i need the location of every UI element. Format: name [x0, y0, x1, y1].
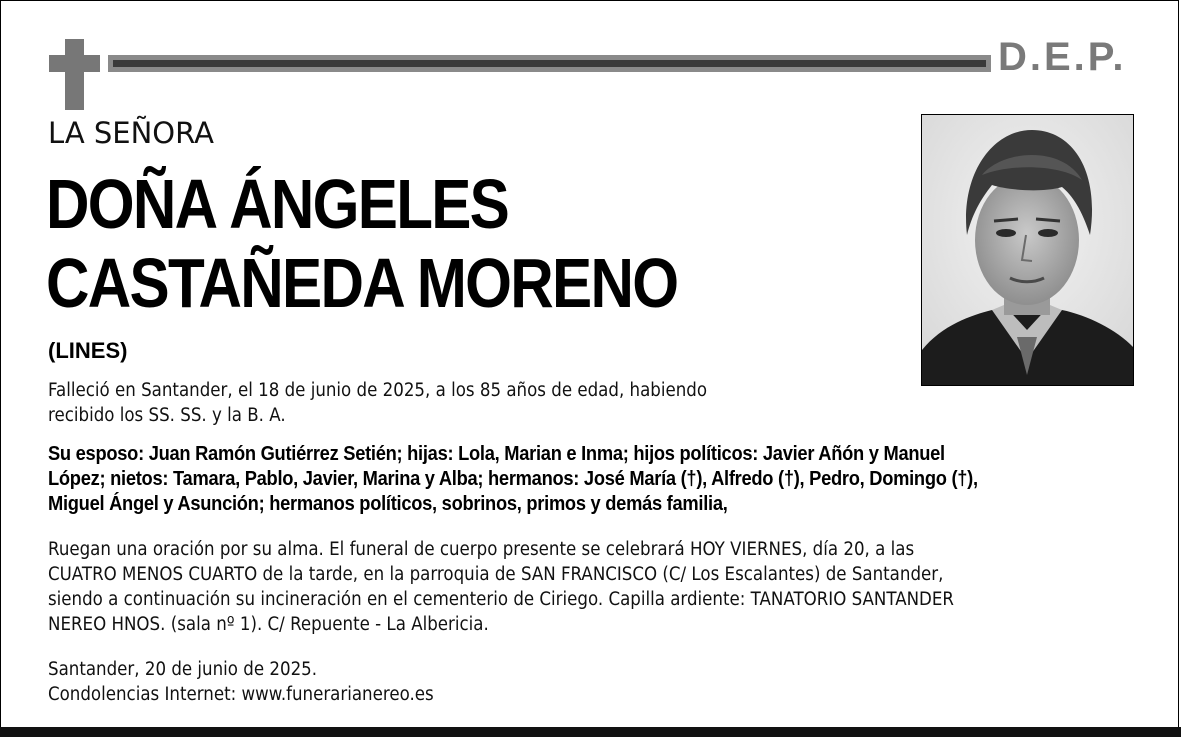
name-line-2: CASTAÑEDA MORENO — [46, 244, 678, 322]
family-line: Su esposo: Juan Ramón Gutiérrez Setién; hijas: Lola, Marian e Inma; hijos políticos: Javier Añón y Manuel — [48, 443, 945, 465]
funeral-line: siendo a continuación su incineración en el cementerio de Ciriego. Capilla ardiente: TANATORIO SANTANDER — [48, 589, 954, 610]
nickname: (LINES) — [48, 338, 128, 363]
family-line: Miguel Ángel y Asunción; hermanos políticos, sobrinos, primos y demás familia, — [48, 493, 728, 515]
funeral-details — [48, 537, 1128, 637]
portrait-photo — [921, 114, 1134, 386]
rip-mark: D.E.P. — [998, 35, 1127, 79]
intro-title: LA SEÑORA — [48, 116, 214, 150]
footer — [48, 657, 768, 707]
place-date: Santander, 20 de junio de 2025. — [48, 659, 318, 680]
family-line: López; nietos: Tamara, Pablo, Javier, Marina y Alba; hermanos: José María (†), Alfredo (†), Pedro, Domingo (†), — [48, 468, 978, 490]
death-notice — [48, 378, 831, 428]
family-list — [48, 442, 1132, 517]
funeral-line: CUATRO MENOS CUARTO de la tarde, en la parroquia de SAN FRANCISCO (C/ Los Escalantes) de Santander, — [48, 564, 944, 585]
funeral-line: Ruegan una oración por su alma. El funeral de cuerpo presente se celebrará HOY VIERNES, día 20, a las — [48, 539, 915, 560]
portrait-icon — [922, 115, 1133, 385]
bottom-rule — [0, 727, 1181, 737]
name-line-1: DOÑA ÁNGELES — [46, 165, 509, 243]
death-notice-line: Falleció en Santander, el 18 de junio de 2025, a los 85 años de edad, habiendo — [48, 380, 708, 401]
condolences-link[interactable]: Condolencias Internet: www.funerarianereo.es — [48, 684, 434, 705]
death-notice-line: recibido los SS. SS. y la B. A. — [48, 405, 286, 426]
funeral-line: NEREO HNOS. (sala nº 1). C/ Repuente - La Albericia. — [48, 614, 489, 635]
